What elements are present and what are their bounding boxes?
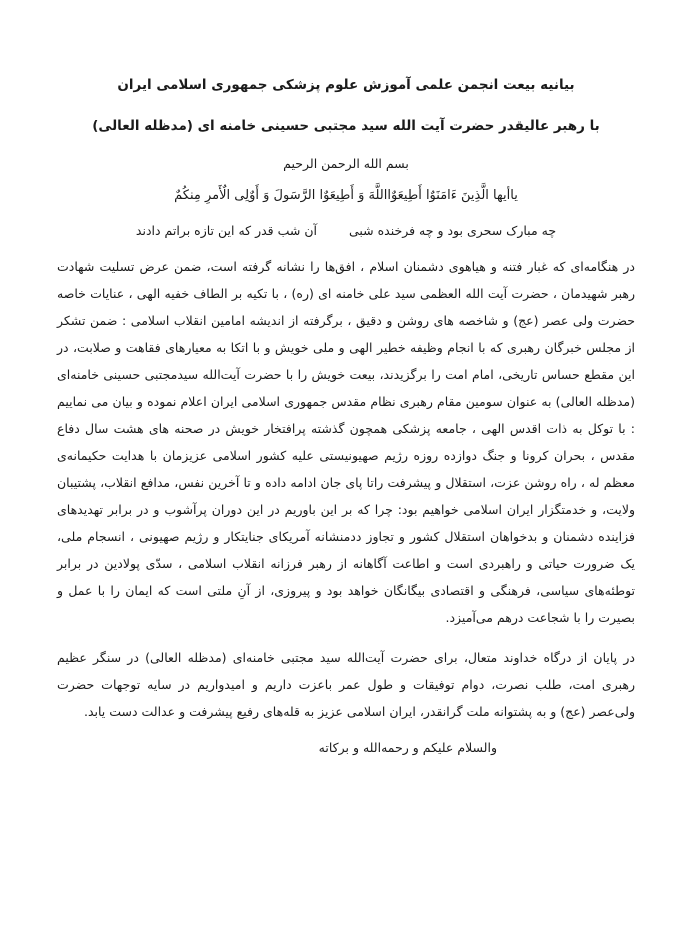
poem-hemistich-2: آن شب قدر که این تازه براتم دادند [135,223,317,238]
quran-verse-line: یاأیها الَّذِینَ ءَامَنَوٌا أَطِیعَوٌااللَّهَ وَ أَطِیعَوٌا الرَّسَولَ وَ أَوٌلِی الٌأَمرِ مِنکُمٌ [174,188,518,203]
bismillah-line: بسم الله الرحمن الرحیم [283,156,409,171]
document-title-line-1: بیانیه بیعت انجمن علمی آموزش علوم پزشکی جمهوری اسلامی ایران [117,77,575,93]
document-title-line-2: با رهبر عالیقدر حضرت آیت الله سید مجتبی حسینی خامنه ای (مدظله العالی) [92,118,600,134]
body-paragraph-1: در هنگامه‌ای که غبار فتنه و هیاهوی دشمنان اسلام ، افق‌ها را نشانه گرفته است، ضمن عرض تسلیت شهادت رهبر شهیدمان ، حضرت آیت الله العظمی سید علی خامنه ای (ره) ، با تکیه بر الطاف خفیه الهی ، عنایات خاصه حضرت ولی عصر (عج) و شاخصه های روشن و دقیق ، برگرفته از اندیشه امامین انقلاب اسلامی : ضمن تشکر از مجلس خبرگان رهبری که با انجام وظیفه خطیر الهی و ملی خویش و با اتکا به معیارهای فقاهت و صلابت، در این مقطع حساس تاریخی، امام امت را برگزیدند، بیعت خویش را با حضرت آیت‌الله سیدمجتبی حسینی خامنه‌ای (مدظله العالی) به عنوان سومین مقام رهبری نظام مقدس جمهوری اسلامی ایران اعلام نموده و بیان می نماییم : با توکل به ذات اقدس الهی ، جامعه پزشکی همچون گذشته پرافتخار خویش در صحنه های هشت سال دفاع مقدس ، بحران کرونا و جنگ دوازده روزه رژیم صهیونیستی علیه کشور اسلامی عزیزمان با هدایت حکیمانه‌ی معظم له ، راه روشن عزت، استقلال و پیشرفت راتا پای جان ادامه داده و تا آخرین نفس، مدافع انقلاب، پشتیبان ولایت، و خدمتگزار ایران اسلامی خواهیم بود: چرا که بر این باوریم در این دوران پرآشوب و در برابر تهدیدهای فزاینده دشمنان و بدخواهان استقلال کشور و تجاوز ددمنشانه آمریکای جنایتکار و رژیم صهیونی ، انسجام ملی، یک ضرورت حیاتی و راهبردی است و اطاعت آگاهانه از رهبر فرزانه انقلاب اسلامی ، سدّی پولادین در برابر توطئه‌های سیاسی، فرهنگی و اقتصادی بیگانگان خواهد بود و پیروزی، از آنِ ملتی است که ایمان را با عمل و بصیرت را با شجاعت درهم می‌آمیزد. [57,259,635,625]
poem-line [57,221,635,240]
body-paragraph-2: در پایان از درگاه خداوند متعال، برای حضرت آیت‌الله سید مجتبی خامنه‌ای (مدظله العالی) در سنگر عظیم رهبری امت، طلب نصرت، دوام توفیقات و طول عمر باعزت داریم و امیدواریم در سایه توجهات حضرت ولی‌عصر (عج) و به پشتوانه ملت گرانقدر، ایران اسلامی عزیز به قله‌های رفیع پیشرفت و عدالت دست یابد. [57,650,635,719]
closing-salutation: والسلام علیکم و رحمه‌الله و برکاته [318,740,497,755]
poem-hemistich-1: چه مبارک سحری بود و چه فرخنده شبی [348,223,557,238]
